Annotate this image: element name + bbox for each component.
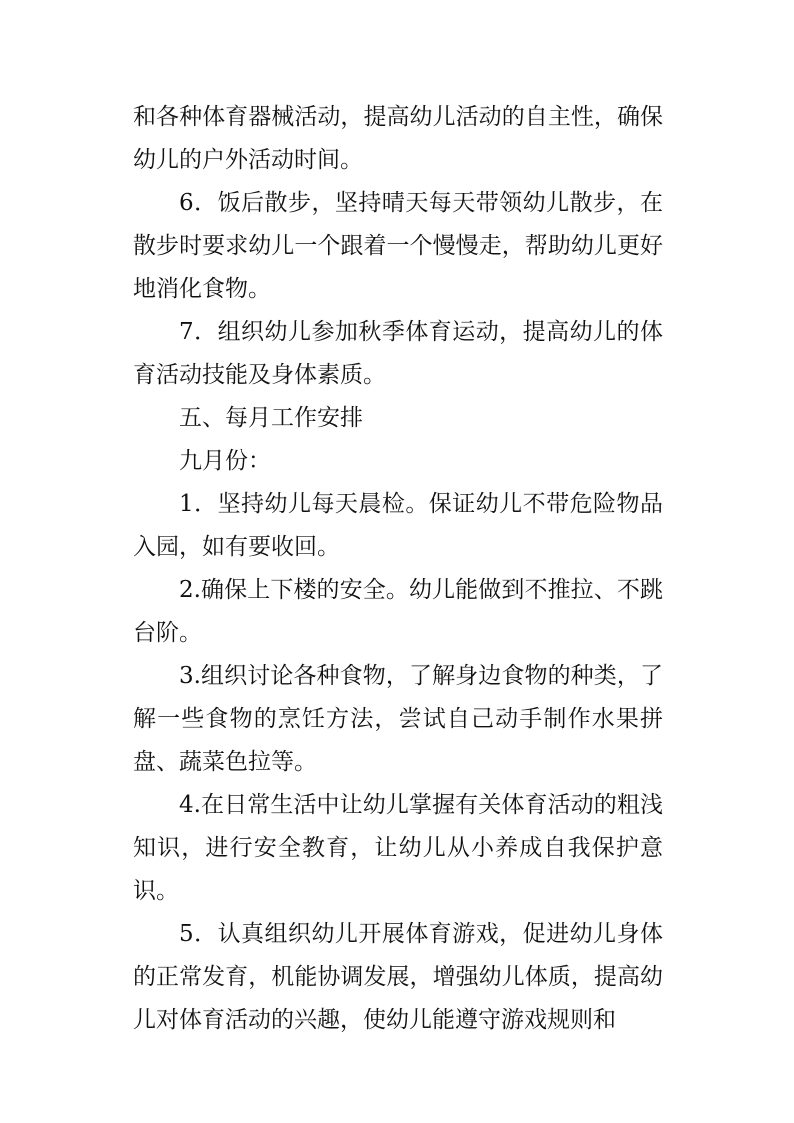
september-item-1: 1．坚持幼儿每天晨检。保证幼儿不带危险物品入园，如有要收回。	[133, 491, 663, 560]
paragraph-item-6: 6．饭后散步，坚持晴天每天带领幼儿散步，在散步时要求幼儿一个跟着一个慢慢走，帮助幼儿更好地消化食物。	[133, 190, 663, 302]
month-heading: 九月份：	[179, 448, 271, 474]
paragraph-item-7: 7．组织幼儿参加秋季体育运动，提高幼儿的体育活动技能及身体素质。	[133, 319, 663, 388]
document-body	[133, 96, 663, 1042]
september-item-4: 4.在日常生活中让幼儿掌握有关体育活动的粗浅知识，进行安全教育，让幼儿从小养成自我保护意识。	[133, 792, 663, 904]
september-item-3: 3.组织讨论各种食物，了解身边食物的种类，了解一些食物的烹饪方法，尝试自己动手制作水果拼盘、蔬菜色拉等。	[133, 663, 663, 775]
paragraph-continuation: 和各种体育器械活动，提高幼儿活动的自主性，确保幼儿的户外活动时间。	[133, 104, 663, 173]
section-heading: 五、每月工作安排	[179, 405, 363, 431]
september-item-5: 5．认真组织幼儿开展体育游戏，促进幼儿身体的正常发育，机能协调发展，增强幼儿体质，提高幼儿对体育活动的兴趣，使幼儿能遵守游戏规则和	[133, 921, 663, 1033]
september-item-2: 2.确保上下楼的安全。幼儿能做到不推拉、不跳台阶。	[133, 577, 663, 646]
